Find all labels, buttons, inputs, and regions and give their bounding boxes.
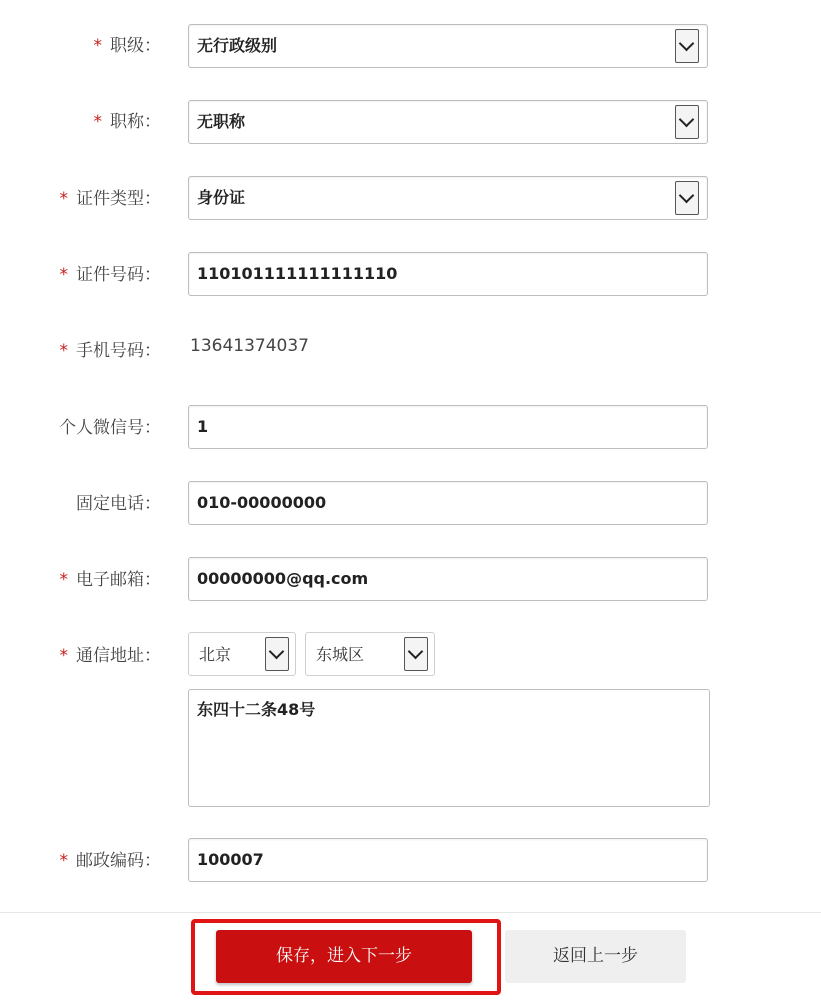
address-detail-value: 东四十二条48号	[197, 700, 316, 719]
address-label: * 通信地址：	[59, 646, 161, 666]
divider	[0, 912, 821, 913]
province-value: 北京	[199, 645, 232, 664]
chevron-down-icon[interactable]	[675, 105, 699, 139]
landline-input[interactable]	[188, 481, 708, 525]
id-type-label: * 证件类型：	[59, 189, 161, 209]
wechat-label: 个人微信号：	[59, 418, 161, 438]
postcode-label: * 邮政编码：	[59, 851, 161, 871]
postcode-input[interactable]	[188, 838, 708, 882]
rank-value: 无行政级别	[197, 36, 278, 55]
chevron-down-icon[interactable]	[404, 637, 428, 671]
required-mark: *	[59, 570, 68, 590]
landline-value: 010-00000000	[197, 493, 327, 512]
required-mark: *	[59, 189, 68, 209]
title-value: 无职称	[197, 112, 246, 131]
mobile-value: 13641374037	[190, 336, 309, 356]
postcode-value: 100007	[197, 850, 264, 869]
required-mark: *	[93, 112, 102, 132]
required-mark: *	[59, 265, 68, 285]
required-mark: *	[93, 36, 102, 56]
email-label: * 电子邮箱：	[59, 570, 161, 590]
required-mark: *	[59, 341, 68, 361]
wechat-input[interactable]	[188, 405, 708, 449]
title-select[interactable]	[188, 100, 708, 144]
district-value: 东城区	[316, 645, 365, 664]
rank-select[interactable]	[188, 24, 708, 68]
id-number-label: * 证件号码：	[59, 265, 161, 285]
back-button[interactable]: 返回上一步	[505, 930, 686, 983]
rank-label: * 职级：	[93, 36, 161, 56]
province-select[interactable]	[188, 632, 296, 676]
id-number-input[interactable]	[188, 252, 708, 296]
email-value: 00000000@qq.com	[197, 569, 369, 588]
save-next-button[interactable]: 保存，进入下一步	[216, 930, 472, 983]
id-type-value: 身份证	[197, 188, 246, 207]
chevron-down-icon[interactable]	[265, 637, 289, 671]
landline-label: 固定电话：	[76, 494, 161, 514]
id-type-select[interactable]	[188, 176, 708, 220]
wechat-value: 1	[197, 417, 209, 436]
chevron-down-icon[interactable]	[675, 29, 699, 63]
id-number-value: 110101111111111110	[197, 264, 398, 283]
required-mark: *	[59, 851, 68, 871]
title-label: * 职称：	[93, 112, 161, 132]
district-select[interactable]	[305, 632, 435, 676]
email-input[interactable]	[188, 557, 708, 601]
mobile-label: * 手机号码：	[59, 341, 161, 361]
address-detail-textarea[interactable]	[188, 689, 710, 807]
chevron-down-icon[interactable]	[675, 181, 699, 215]
required-mark: *	[59, 646, 68, 666]
